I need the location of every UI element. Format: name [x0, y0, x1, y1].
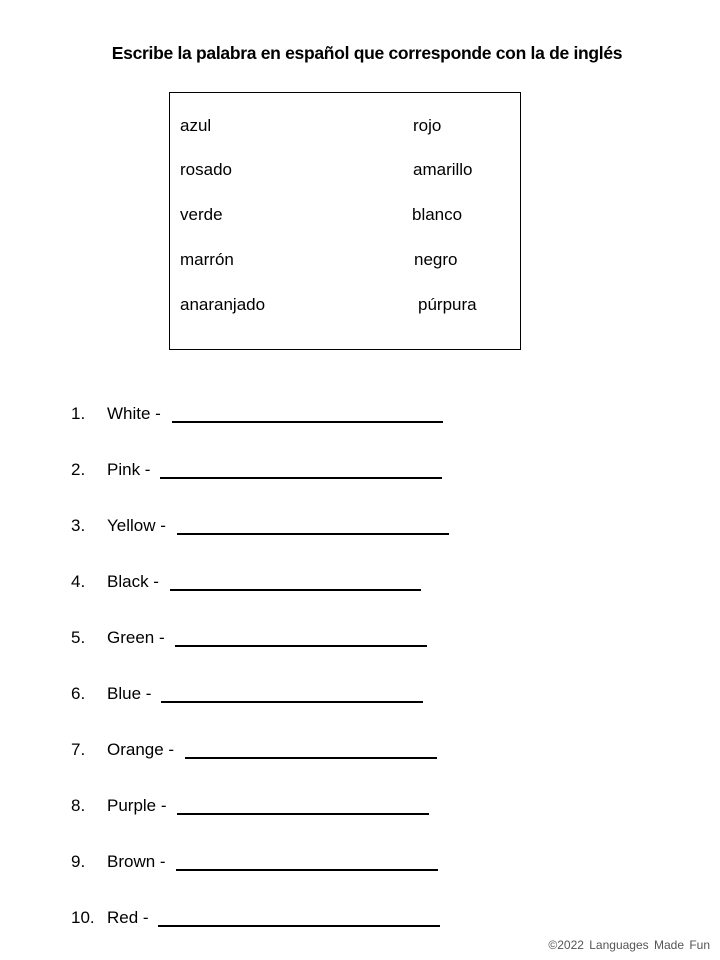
question-label: Red -: [107, 908, 149, 927]
answer-blank[interactable]: [175, 645, 427, 647]
question-number: 9.: [71, 852, 86, 871]
word-bank-item: anaranjado: [180, 295, 266, 314]
word-bank-item: verde: [180, 205, 223, 224]
answer-blank[interactable]: [177, 533, 449, 535]
question-number: 7.: [71, 740, 86, 759]
question-label: White -: [107, 404, 161, 423]
question-label: Orange -: [107, 740, 175, 759]
answer-blank[interactable]: [176, 869, 438, 871]
word-bank-item: amarillo: [413, 160, 473, 179]
answer-blank[interactable]: [161, 701, 423, 703]
word-bank-item: negro: [414, 250, 458, 269]
answer-blank[interactable]: [185, 757, 437, 759]
word-bank-item: rojo: [413, 116, 442, 135]
word-bank-item: rosado: [180, 160, 232, 179]
question-number: 6.: [71, 684, 86, 703]
question-number: 2.: [71, 460, 86, 479]
question-number: 5.: [71, 628, 86, 647]
question-number: 1.: [71, 404, 86, 423]
question-label: Pink -: [107, 460, 151, 479]
copyright-footer: ©2022 Languages Made Fun: [548, 938, 710, 952]
word-bank-item: marrón: [180, 250, 234, 269]
answer-blank[interactable]: [160, 477, 442, 479]
question-number: 3.: [71, 516, 86, 535]
question-number: 10.: [71, 908, 95, 927]
question-label: Black -: [107, 572, 159, 591]
question-label: Brown -: [107, 852, 166, 871]
worksheet-title: Escribe la palabra en español que corresponde con la de inglés: [111, 43, 623, 63]
word-bank-item: púrpura: [418, 295, 477, 314]
question-label: Purple -: [107, 796, 167, 815]
question-number: 8.: [71, 796, 86, 815]
question-label: Blue -: [107, 684, 152, 703]
answer-blank[interactable]: [172, 421, 443, 423]
answer-blank[interactable]: [158, 925, 440, 927]
answer-blank[interactable]: [177, 813, 429, 815]
word-bank-item: azul: [180, 116, 212, 135]
word-bank: [169, 92, 521, 350]
answer-blank[interactable]: [170, 589, 421, 591]
question-label: Green -: [107, 628, 165, 647]
question-number: 4.: [71, 572, 86, 591]
word-bank-item: blanco: [412, 205, 463, 224]
question-label: Yellow -: [107, 516, 166, 535]
